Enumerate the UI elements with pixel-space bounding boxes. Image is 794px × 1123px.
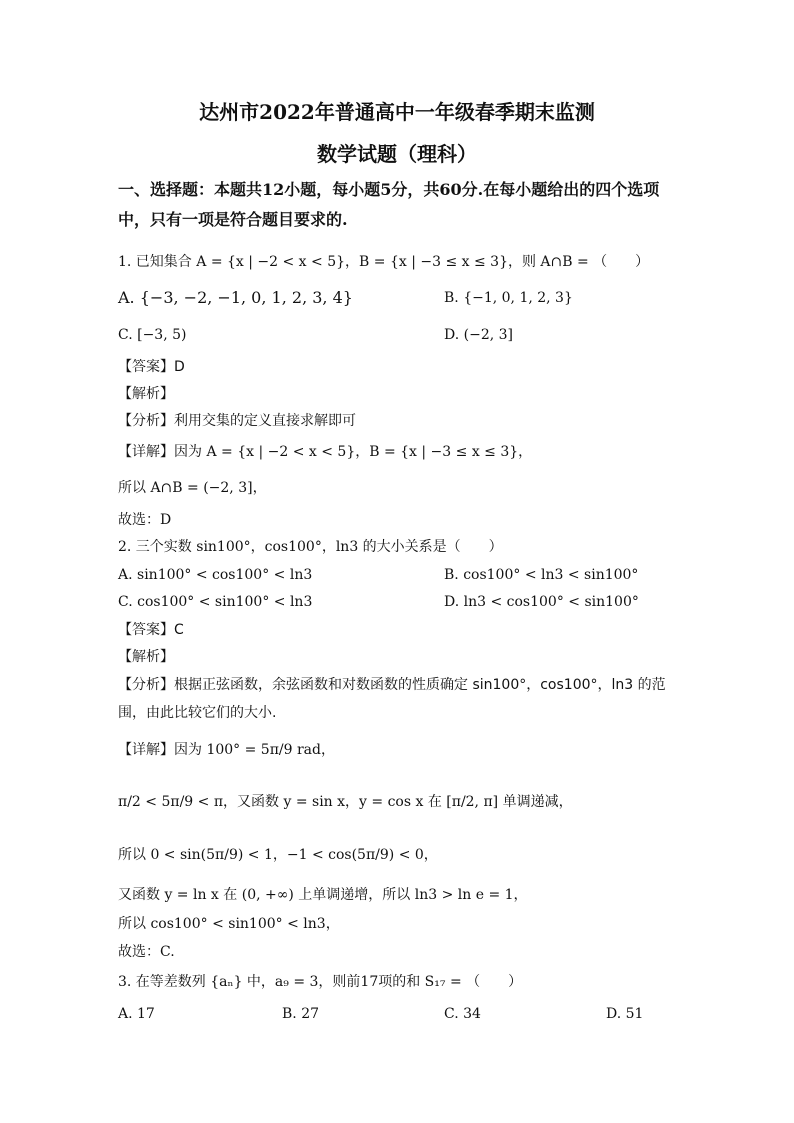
section-heading-line2: 中，只有一项是符合题目要求的. <box>118 210 348 229</box>
q3-option-b: B. 27 <box>282 1006 320 1022</box>
q1-option-d: D. (−2, 3] <box>444 327 513 343</box>
q2-stem: 2. 三个实数 sin100°，cos100°，ln3 的大小关系是（ ） <box>118 539 503 555</box>
q2-fenxi-2: 围，由此比较它们的大小. <box>118 705 277 721</box>
q2-detail-2: π/2 < 5π/9 < π，又函数 y = sin x，y = cos x 在 [π/2, π] 单调递减， <box>118 794 573 810</box>
q2-option-b: B. cos100° < ln3 < sin100° <box>444 567 639 583</box>
q3-option-a: A. 17 <box>118 1006 155 1022</box>
q2-option-c: C. cos100° < sin100° < ln3 <box>118 594 313 610</box>
q2-analysis-label: 【解析】 <box>118 649 174 665</box>
q1-option-b: B. {−1, 0, 1, 2, 3} <box>444 290 573 306</box>
q2-option-d: D. ln3 < cos100° < sin100° <box>444 594 639 610</box>
exam-title: 达州市2022年普通高中一年级春季期末监测 <box>199 100 595 124</box>
q2-detail-3: 所以 0 < sin(5π/9) < 1，−1 < cos(5π/9) < 0， <box>118 847 438 863</box>
q3-stem: 3. 在等差数列 {aₙ} 中，a₉ = 3，则前17项的和 S₁₇ = （ ） <box>118 974 523 990</box>
section-heading-line1: 一、选择题：本题共12小题，每小题5分，共60分.在每小题给出的四个选项 <box>118 180 660 199</box>
q1-fenxi: 【分析】利用交集的定义直接求解即可 <box>118 413 356 429</box>
q2-choose: 故选：C. <box>118 944 175 960</box>
q1-analysis-label: 【解析】 <box>118 386 174 402</box>
q1-option-c: C. [−3, 5) <box>118 327 187 343</box>
q2-fenxi-1: 【分析】根据正弦函数，余弦函数和对数函数的性质确定 sin100°，cos100°，ln3 的范 <box>118 677 666 693</box>
q3-option-c: C. 34 <box>444 1006 481 1022</box>
q1-answer: 【答案】D <box>118 359 185 375</box>
q1-detail-1: 【详解】因为 A = {x | −2 < x < 5}，B = {x | −3 ≤ x ≤ 3}， <box>118 444 533 460</box>
q1-choose: 故选：D <box>118 512 172 528</box>
q1-stem: 1. 已知集合 A = {x | −2 < x < 5}，B = {x | −3 ≤ x ≤ 3}，则 A∩B = （ ） <box>118 254 650 270</box>
q1-option-a: A. {−3, −2, −1, 0, 1, 2, 3, 4} <box>118 288 353 307</box>
q2-option-a: A. sin100° < cos100° < ln3 <box>118 567 313 583</box>
q2-answer: 【答案】C <box>118 622 184 638</box>
exam-subtitle: 数学试题（理科） <box>317 142 477 166</box>
q3-option-d: D. 51 <box>606 1006 644 1022</box>
q1-detail-2: 所以 A∩B = (−2, 3]， <box>118 480 267 496</box>
q2-detail-5: 所以 cos100° < sin100° < ln3， <box>118 916 340 932</box>
q2-detail-4: 又函数 y = ln x 在 (0, +∞) 上单调递增，所以 ln3 > ln e = 1， <box>118 887 528 903</box>
q2-detail-1: 【详解】因为 100° = 5π/9 rad， <box>118 742 335 758</box>
